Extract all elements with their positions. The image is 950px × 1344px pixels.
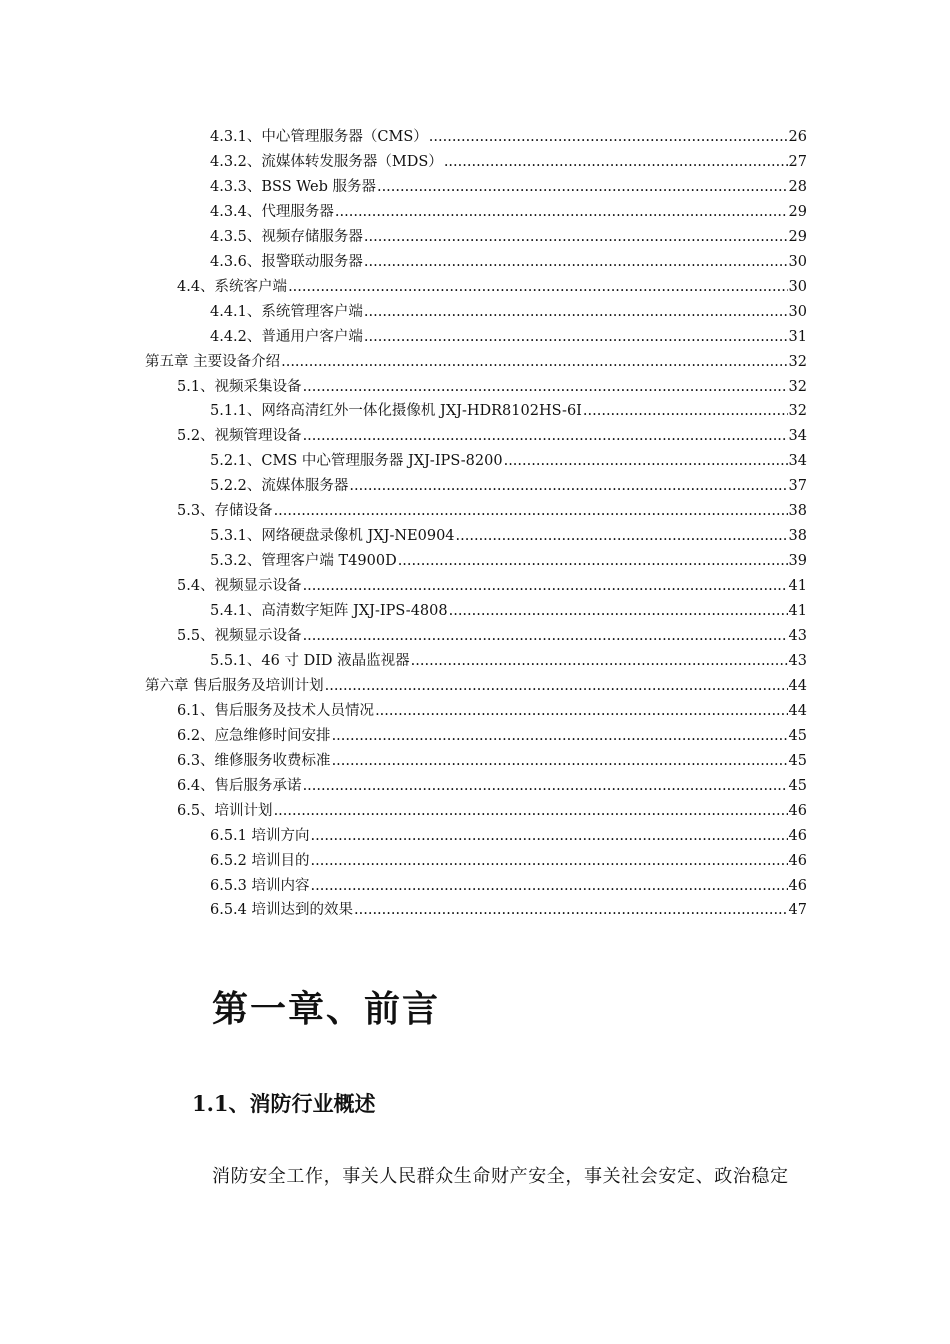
toc-dot-leader: [364, 301, 788, 323]
toc-entry-label: 6.5.4 培训达到的效果: [210, 902, 354, 919]
toc-dot-leader: [349, 475, 787, 497]
toc-page-number: 46: [788, 827, 807, 844]
toc-entry-label: 6.5.3 培训内容: [210, 877, 310, 894]
toc-dot-leader: [332, 725, 788, 747]
toc-page-number: 29: [788, 203, 807, 220]
toc-dot-leader: [429, 126, 788, 148]
toc-entry-label: 5.2.1、CMS 中心管理服务器 JXJ-IPS-8200: [210, 453, 503, 470]
toc-entry[interactable]: [177, 276, 807, 298]
toc-entry-label: 第六章 售后服务及培训计划: [145, 677, 324, 694]
toc-entry-label: 5.4.1、高清数字矩阵 JXJ-IPS-4808: [210, 603, 448, 620]
toc-dot-leader: [303, 625, 788, 647]
toc-page-number: 29: [788, 228, 807, 245]
toc-page-number: 38: [788, 503, 807, 520]
toc-dot-leader: [303, 575, 788, 597]
toc-entry-label: 5.3.2、管理客户端 T4900D: [210, 553, 397, 570]
toc-entry-label: 4.3.1、中心管理服务器（CMS）: [210, 129, 428, 145]
body-paragraph: 消防安全工作，事关人民群众生命财产安全，事关社会安定、政治稳定: [212, 1166, 789, 1187]
toc-page-number: 26: [788, 129, 807, 145]
toc-entry[interactable]: [177, 500, 807, 522]
toc-dot-leader: [311, 825, 788, 847]
toc-entry[interactable]: [210, 301, 807, 323]
toc-entry-label: 4.4、系统客户端: [177, 278, 288, 295]
toc-dot-leader: [364, 226, 788, 248]
toc-dot-leader: [325, 675, 788, 697]
toc-page-number: 28: [788, 178, 807, 195]
toc-dot-leader: [375, 700, 787, 722]
toc-entry-label: 6.5.2 培训目的: [210, 852, 310, 869]
toc-entry-label: 4.4.2、普通用户客户端: [210, 328, 363, 345]
toc-page-number: 46: [788, 802, 807, 819]
toc-entry-label: 6.5.1 培训方向: [210, 827, 310, 844]
toc-page-number: 41: [788, 603, 807, 620]
toc-page-number: 27: [788, 153, 807, 170]
toc-page-number: 38: [788, 528, 807, 545]
toc-page-number: 45: [788, 727, 807, 744]
toc-entry-label: 4.3.3、BSS Web 服务器: [210, 178, 376, 195]
toc-entry-label: 5.2、视频管理设备: [177, 428, 302, 445]
toc-dot-leader: [311, 875, 788, 897]
toc-entry[interactable]: [210, 875, 807, 897]
toc-dot-leader: [449, 600, 788, 622]
chapter-title: 第一章、前言: [212, 988, 441, 1030]
toc-entry[interactable]: [210, 850, 807, 872]
toc-page-number: 45: [788, 752, 807, 769]
toc-entry[interactable]: [177, 800, 807, 822]
toc-entry[interactable]: [210, 475, 807, 497]
toc-entry[interactable]: [177, 750, 807, 772]
toc-dot-leader: [332, 750, 788, 772]
toc-dot-leader: [281, 351, 787, 373]
toc-page-number: 32: [788, 403, 807, 420]
toc-entry-label: 4.3.5、视频存储服务器: [210, 228, 363, 245]
toc-entry-label: 5.5、视频显示设备: [177, 628, 302, 644]
toc-dot-leader: [288, 276, 787, 298]
toc-page-number: 44: [788, 702, 807, 719]
toc-page-number: 46: [788, 852, 807, 869]
toc-page-number: 39: [788, 553, 807, 570]
toc-dot-leader: [274, 500, 788, 522]
toc-entry[interactable]: [210, 400, 807, 422]
toc-entry[interactable]: [210, 650, 807, 672]
toc-entry[interactable]: [210, 825, 807, 847]
toc-dot-leader: [583, 400, 788, 422]
toc-entry-label: 4.3.2、流媒体转发服务器（MDS）: [210, 153, 443, 170]
toc-page-number: 37: [788, 478, 807, 495]
toc-dot-leader: [354, 899, 788, 921]
toc-dot-leader: [335, 201, 788, 223]
toc-entry[interactable]: [210, 201, 807, 223]
toc-dot-leader: [411, 650, 788, 672]
toc-dot-leader: [504, 450, 788, 472]
toc-dot-leader: [303, 775, 788, 797]
toc-page-number: 30: [788, 303, 807, 320]
toc-entry[interactable]: [210, 525, 807, 547]
toc-entry-label: 5.1、视频采集设备: [177, 378, 302, 395]
toc-entry[interactable]: [210, 450, 807, 472]
toc-entry[interactable]: [210, 550, 807, 572]
toc-page-number: 30: [788, 278, 807, 295]
toc-entry[interactable]: [210, 899, 807, 921]
toc-entry[interactable]: [210, 151, 807, 173]
toc-entry[interactable]: [177, 575, 807, 597]
toc-dot-leader: [444, 151, 788, 173]
toc-page-number: 41: [788, 578, 807, 595]
toc-entry-label: 5.2.2、流媒体服务器: [210, 478, 349, 495]
toc-dot-leader: [303, 425, 788, 447]
toc-entry[interactable]: [177, 700, 807, 722]
toc-dot-leader: [456, 525, 788, 547]
toc-entry[interactable]: [210, 326, 807, 348]
toc-entry-label: 4.3.4、代理服务器: [210, 203, 334, 220]
toc-dot-leader: [364, 326, 788, 348]
toc-entry-label: 5.3.1、网络硬盘录像机 JXJ-NE0904: [210, 528, 455, 545]
toc-entry-label: 5.5.1、46 寸 DID 液晶监视器: [210, 652, 410, 669]
toc-entry[interactable]: [145, 675, 807, 697]
toc-entry-label: 5.4、视频显示设备: [177, 578, 302, 595]
section-title: 1.1、消防行业概述: [192, 1091, 376, 1116]
toc-dot-leader: [311, 850, 788, 872]
toc-entry-label: 6.4、售后服务承诺: [177, 777, 302, 794]
toc-page-number: 43: [788, 652, 807, 669]
toc-page-number: 34: [788, 453, 807, 470]
toc-dot-leader: [377, 176, 788, 198]
toc-page-number: 47: [788, 902, 807, 919]
toc-entry[interactable]: [210, 600, 807, 622]
toc-entry[interactable]: [210, 226, 807, 248]
toc-dot-leader: [398, 550, 788, 572]
toc-entry-label: 5.3、存储设备: [177, 503, 273, 520]
toc-entry-label: 6.5、培训计划: [177, 802, 273, 819]
toc-dot-leader: [364, 251, 788, 273]
toc-page-number: 46: [788, 877, 807, 894]
toc-entry[interactable]: [177, 725, 807, 747]
toc-page-number: 32: [788, 378, 807, 395]
toc-entry[interactable]: [210, 176, 807, 198]
toc-entry-label: 第五章 主要设备介绍: [145, 353, 281, 370]
toc-page-number: 30: [788, 253, 807, 270]
toc-page-number: 32: [788, 353, 807, 370]
toc-entry[interactable]: [177, 625, 807, 647]
toc-page-number: 43: [788, 628, 807, 644]
toc-entry-label: 6.2、应急维修时间安排: [177, 727, 331, 744]
toc-page-number: 31: [788, 328, 807, 345]
toc-entry[interactable]: [145, 351, 807, 373]
toc-dot-leader: [274, 800, 788, 822]
toc-page-number: 34: [788, 428, 807, 445]
toc-entry-label: 4.3.6、报警联动服务器: [210, 253, 363, 270]
toc-page-number: 45: [788, 777, 807, 794]
toc-entry-label: 4.4.1、系统管理客户端: [210, 303, 363, 320]
toc-entry-label: 6.3、维修服务收费标准: [177, 752, 331, 769]
toc-dot-leader: [303, 376, 788, 398]
toc-entry[interactable]: [210, 126, 807, 148]
toc-entry[interactable]: [210, 251, 807, 273]
toc-entry[interactable]: [177, 425, 807, 447]
toc-entry[interactable]: [177, 775, 807, 797]
toc-entry[interactable]: [177, 376, 807, 398]
toc-entry-label: 6.1、售后服务及技术人员情况: [177, 702, 375, 719]
toc-entry-label: 5.1.1、网络高清红外一体化摄像机 JXJ-HDR8102HS-6I: [210, 403, 582, 420]
toc-page-number: 44: [788, 677, 807, 694]
